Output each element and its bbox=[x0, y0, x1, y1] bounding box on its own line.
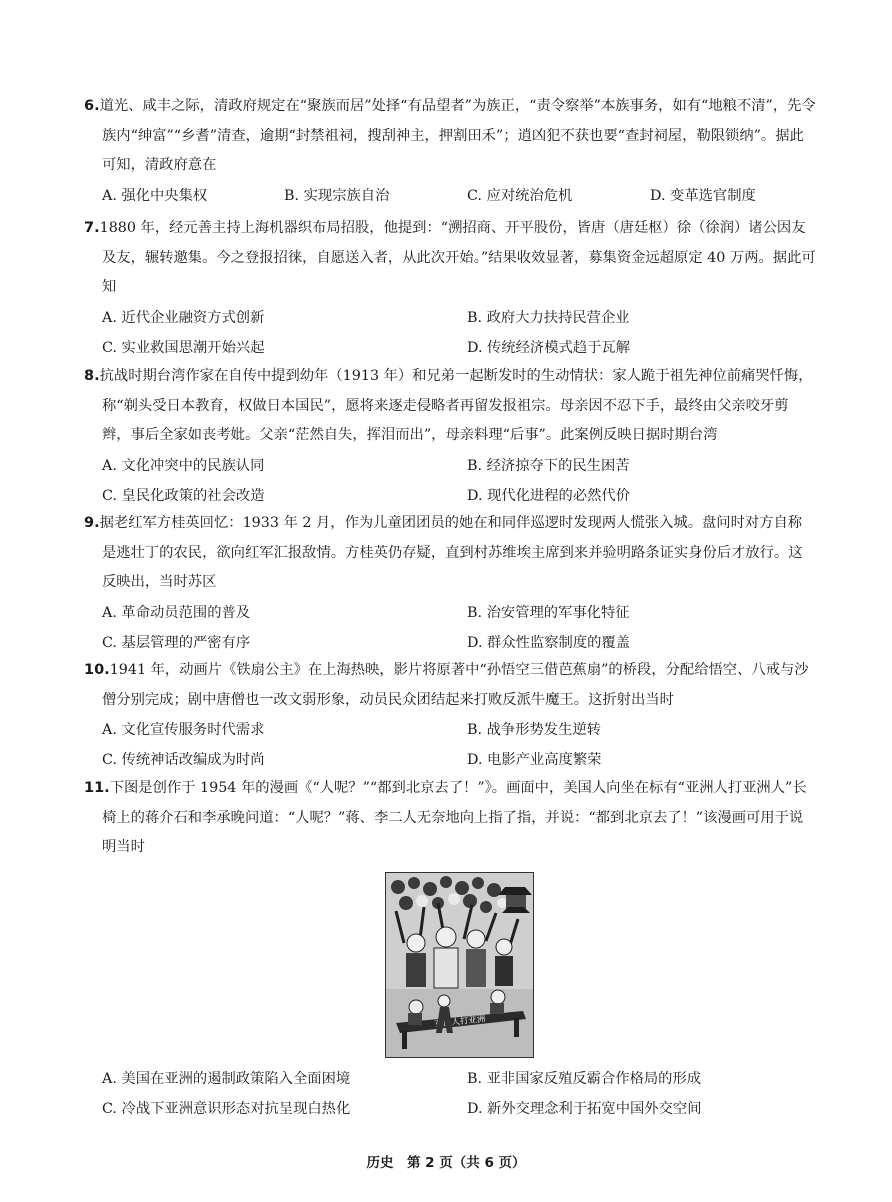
option-b: B. 战争形势发生逆转 bbox=[467, 722, 601, 738]
option-d: D. 现代化进程的必然代价 bbox=[467, 487, 631, 504]
bench-label: 亚洲人打亚洲 bbox=[434, 1014, 486, 1030]
options-row bbox=[84, 745, 816, 775]
option-a: A. 美国在亚洲的遏制政策陷入全面困境 bbox=[102, 1071, 351, 1087]
question-number: 6. bbox=[84, 98, 100, 114]
option-d: D. 变革选官制度 bbox=[650, 187, 756, 204]
question-stem bbox=[84, 774, 816, 863]
options-row bbox=[84, 1094, 816, 1124]
options-row bbox=[84, 481, 816, 511]
options-row bbox=[84, 303, 816, 333]
question-8 bbox=[84, 362, 816, 511]
question-11 bbox=[84, 774, 816, 863]
page-footer: 历史 第 2 页（共 6 页） bbox=[366, 1155, 526, 1171]
question-number: 7. bbox=[84, 220, 100, 236]
option-d: D. 电影产业高度繁荣 bbox=[467, 752, 602, 768]
option-a: A. 革命动员范围的普及 bbox=[102, 604, 251, 621]
option-c: C. 皇民化政策的社会改造 bbox=[102, 487, 265, 504]
question-number: 8. bbox=[84, 368, 100, 384]
question-text: 下图是创作于 1954 年的漫画《“人呢？”“都到北京去了！”》。画面中，美国人向坐在标有“亚洲人打亚洲人”长椅上的蒋介石和李承晚问道：“人呢？”蒋、李二人无奈地向上指了指，并说：“都到北京去了！”该漫画可用于说明当时 bbox=[102, 780, 807, 855]
options-row bbox=[84, 1064, 816, 1094]
question-number: 10. bbox=[84, 662, 110, 678]
option-a: A. 文化宣传服务时代需求 bbox=[102, 722, 265, 738]
option-c: C. 实业救国思潮开始兴起 bbox=[102, 339, 265, 356]
options-row bbox=[84, 451, 816, 481]
option-c: C. 冷战下亚洲意识形态对抗呈现白热化 bbox=[102, 1101, 351, 1117]
options-row bbox=[84, 333, 816, 363]
question-stem bbox=[84, 214, 816, 303]
option-b: B. 治安管理的军事化特征 bbox=[467, 604, 630, 621]
cartoon-illustration bbox=[386, 873, 533, 1057]
question-stem bbox=[84, 509, 816, 598]
options-row bbox=[84, 715, 816, 745]
question-number: 9. bbox=[84, 515, 100, 531]
option-c: C. 传统神话改编成为时尚 bbox=[102, 752, 265, 768]
option-a: A. 近代企业融资方式创新 bbox=[102, 309, 265, 326]
question-9 bbox=[84, 509, 816, 658]
option-b: B. 实现宗族自治 bbox=[284, 187, 390, 204]
option-d: D. 传统经济模式趋于瓦解 bbox=[467, 339, 631, 356]
option-d: D. 群众性监察制度的覆盖 bbox=[467, 634, 631, 651]
option-c: C. 应对统治危机 bbox=[467, 187, 573, 204]
option-d: D. 新外交理念利于拓宽中国外交空间 bbox=[467, 1101, 702, 1117]
question-text: 抗战时期台湾作家在自传中提到幼年（1913 年）和兄弟一起断发时的生动情状：家人跪于祖先神位前痛哭忏悔，称“剃头受日本教育，权做日本国民”，愿将来逐走侵略者再留发报祖宗。母亲因不忍下手，最终由父亲咬牙剪辫，事后全家如丧考妣。父亲“茫然自失，挥泪而出”，母亲料理“后事”。此案例反映日据时期台湾 bbox=[99, 368, 813, 443]
question-10 bbox=[84, 656, 816, 775]
option-a: A. 强化中央集权 bbox=[102, 187, 208, 204]
option-b: B. 经济掠夺下的民生困苦 bbox=[467, 457, 630, 474]
option-c: C. 基层管理的严密有序 bbox=[102, 634, 251, 651]
question-text: 道光、咸丰之际，清政府规定在“聚族而居”处择“有品望者”为族正，“责令察举”本族事务，如有“地粮不清”，先令族内“绅富”“乡耆”清查，逾期“封禁祖祠，搜刮神主，押割田禾”；逍凶犯不获也要“查封祠屋，勒限锁纳”。据此可知，清政府意在 bbox=[99, 98, 816, 173]
question-stem bbox=[84, 362, 816, 451]
option-b: B. 亚非国家反殖反霸合作格局的形成 bbox=[467, 1071, 702, 1087]
question-stem bbox=[84, 92, 816, 181]
question-text: 1880 年，经元善主持上海机器织布局招股，他提到：“溯招商、开平股份，皆唐（唐廷枢）徐（徐润）诸公因友及友，辗转邀集。今之登报招徕，自愿送入者，从此次开始。”结果收效显著，募集资金远超原定 40 万两。据此可知 bbox=[99, 220, 816, 295]
options-row bbox=[84, 181, 816, 211]
option-b: B. 政府大力扶持民营企业 bbox=[467, 309, 630, 326]
question-11-options bbox=[84, 1064, 816, 1124]
question-text: 1941 年，动画片《铁扇公主》在上海热映，影片将原著中“孙悟空三借芭蕉扇”的桥段，分配给悟空、八戒与沙僧分别完成；剧中唐僧也一改文弱形象，动员民众团结起来打败反派牛魔王。这折射出当时 bbox=[102, 662, 809, 708]
options-row bbox=[84, 598, 816, 628]
question-number: 11. bbox=[84, 780, 110, 796]
question-text: 据老红军方桂英回忆：1933 年 2 月，作为儿童团团员的她在和同伴巡逻时发现两人慌张入城。盘问时对方自称是逃壮丁的农民，欲向红军汇报敌情。方桂英仍存疑，直到村苏维埃主席到来并验明路条证实身份后才放行。这反映出，当时苏区 bbox=[99, 515, 803, 590]
options-row bbox=[84, 628, 816, 658]
cartoon-image bbox=[385, 872, 534, 1058]
option-a: A. 文化冲突中的民族认同 bbox=[102, 457, 265, 474]
question-6 bbox=[84, 92, 816, 211]
question-stem bbox=[84, 656, 816, 715]
question-7 bbox=[84, 214, 816, 363]
